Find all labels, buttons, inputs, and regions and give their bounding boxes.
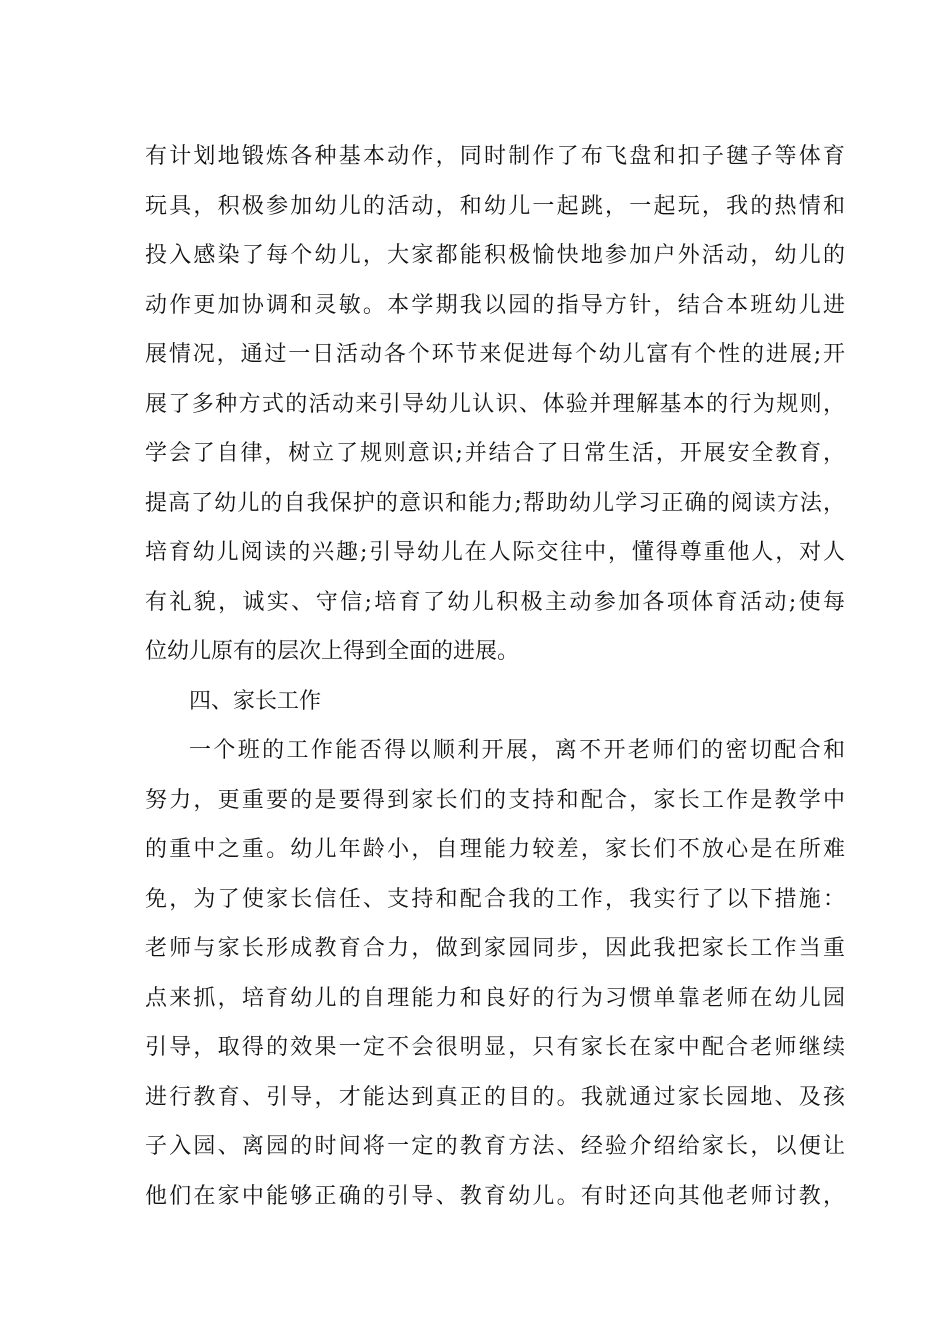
text-line: 点来抓，培育幼儿的自理能力和良好的行为习惯单靠老师在幼儿园 xyxy=(145,985,845,1011)
text-line: 投入感染了每个幼儿，大家都能积极愉快地参加户外活动，幼儿的 xyxy=(145,243,845,268)
text-line: 免，为了使家长信任、支持和配合我的工作，我实行了以下措施： xyxy=(145,886,845,912)
text-line: 进行教育、引导，才能达到真正的目的。我就通过家长园地、及孩 xyxy=(145,1084,845,1110)
section-heading: 四、家长工作 xyxy=(189,688,322,714)
text-line: 学会了自律，树立了规则意识;并结合了日常生活，开展安全教育， xyxy=(145,441,845,466)
text-line: 培育幼儿阅读的兴趣;引导幼儿在人际交往中，懂得尊重他人，对人 xyxy=(145,540,845,565)
text-line: 位幼儿原有的层次上得到全面的进展。 xyxy=(145,639,520,664)
text-line: 玩具，积极参加幼儿的活动，和幼儿一起跳，一起玩，我的热情和 xyxy=(145,193,845,219)
text-line: 子入园、离园的时间将一定的教育方法、经验介绍给家长，以便让 xyxy=(145,1134,845,1159)
text-line: 努力，更重要的是要得到家长们的支持和配合，家长工作是教学中 xyxy=(145,787,845,813)
text-line: 展了多种方式的活动来引导幼儿认识、体验并理解基本的行为规则， xyxy=(145,391,845,417)
text-line: 老师与家长形成教育合力，做到家园同步，因此我把家长工作当重 xyxy=(145,936,845,961)
text-line: 的重中之重。幼儿年龄小，自理能力较差，家长们不放心是在所难 xyxy=(145,837,845,862)
text-line: 引导，取得的效果一定不会很明显，只有家长在家中配合老师继续 xyxy=(145,1035,845,1060)
text-line: 动作更加协调和灵敏。本学期我以园的指导方针，结合本班幼儿进 xyxy=(145,292,845,318)
text-line: 有礼貌，诚实、守信;培育了幼儿积极主动参加各项体育活动;使每 xyxy=(145,589,845,615)
text-line: 有计划地锻炼各种基本动作，同时制作了布飞盘和扣子毽子等体育 xyxy=(145,144,845,169)
text-line: 展情况，通过一日活动各个环节来促进每个幼儿富有个性的进展;开 xyxy=(145,342,845,367)
text-line: 一个班的工作能否得以顺利开展，离不开老师们的密切配合和 xyxy=(189,738,845,763)
text-line: 他们在家中能够正确的引导、教育幼儿。有时还向其他老师讨教， xyxy=(145,1183,845,1209)
document-body xyxy=(145,132,845,1221)
text-line: 提高了幼儿的自我保护的意识和能力;帮助幼儿学习正确的阅读方法， xyxy=(145,490,845,516)
